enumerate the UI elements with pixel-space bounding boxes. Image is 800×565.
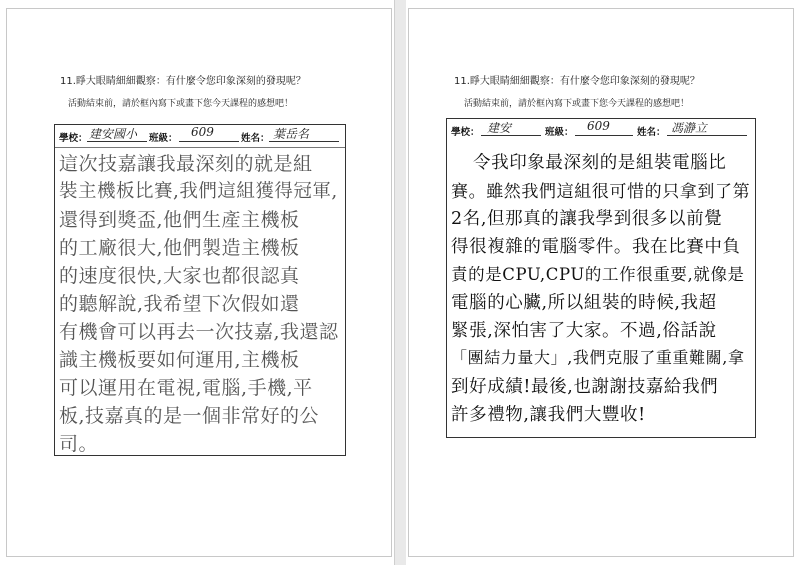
- class-label: 班級：: [545, 127, 574, 138]
- handwriting-line: 「團結力量大」,我們克服了重重難關,拿: [451, 348, 745, 367]
- name-underline: [667, 135, 747, 136]
- handwriting-line: 可以運用在電視,電腦,手機,平: [59, 377, 313, 399]
- school-underline: [87, 141, 147, 142]
- instruction-text: 活動結束前，請於框內寫下或畫下您今天課程的感想吧！: [68, 99, 294, 109]
- student-info-row: [447, 119, 755, 141]
- class-label: 班級：: [149, 133, 178, 144]
- question-text: 11.睜大眼睛細細觀察：有什麼令您印象深刻的發現呢？: [454, 76, 700, 87]
- handwriting-line: 賽。雖然我們這組很可惜的只拿到了第: [451, 182, 751, 202]
- ruled-line: [55, 147, 345, 148]
- name-label: 姓名：: [241, 133, 270, 144]
- handwriting-line: 司。: [59, 433, 99, 455]
- school-value: 建安國小: [89, 127, 138, 141]
- handwriting-line: 緊張,深怕害了大家。不過,俗話說: [451, 321, 717, 341]
- class-underline: [575, 135, 633, 136]
- response-box: [54, 124, 346, 456]
- name-value: 葉岳名: [273, 127, 310, 141]
- question-text: 11.睜大眼睛細細觀察：有什麼令您印象深刻的發現呢？: [60, 76, 306, 87]
- handwriting-line: 的聽解說,我希望下次假如還: [59, 293, 300, 315]
- handwriting-line: 責的是CPU,CPU的工作很重要,就像是: [451, 265, 745, 284]
- class-underline: [179, 141, 239, 142]
- class-value: 609: [191, 125, 214, 139]
- left-worksheet: [0, 0, 394, 565]
- name-value: 馮瀞立: [671, 121, 708, 135]
- right-worksheet: [406, 0, 800, 565]
- handwriting-line: 令我印象最深刻的是組裝電腦比: [473, 153, 727, 173]
- handwriting-line: 板,技嘉真的是一個非常好的公: [59, 405, 320, 427]
- handwriting-line: 還得到獎盃,他們生產主機板: [59, 209, 300, 231]
- handwriting-line: 的速度很快,大家也都很認真: [59, 265, 300, 287]
- school-label: 學校：: [451, 127, 480, 138]
- class-value: 609: [587, 119, 610, 133]
- handwriting-line: 的工廠很大,他們製造主機板: [59, 237, 300, 259]
- handwriting-line: 有機會可以再去一次技嘉,我還認: [59, 321, 339, 343]
- handwriting-line: 裝主機板比賽,我們這組獲得冠軍,: [59, 181, 338, 202]
- school-label: 學校：: [59, 133, 88, 144]
- handwriting-line: 得很複雜的電腦零件。我在比賽中負: [451, 237, 741, 257]
- handwriting-line: 電腦的心臟,所以組裝的時候,我超: [451, 293, 717, 313]
- handwriting-line: 這次技嘉讓我最深刻的就是組: [59, 153, 313, 175]
- handwriting-line: 識主機板要如何運用,主機板: [59, 349, 300, 371]
- response-box: [446, 118, 756, 438]
- handwriting-line: 2名,但那真的讓我學到很多以前覺: [451, 209, 723, 229]
- school-value: 建安: [487, 121, 512, 135]
- school-underline: [481, 135, 541, 136]
- student-info-row: [55, 125, 345, 147]
- name-underline: [269, 141, 339, 142]
- handwriting-line: 到好成績!最後,也謝謝技嘉給我們: [451, 377, 719, 397]
- handwriting-line: 許多禮物,讓我們大豐收!: [451, 405, 646, 425]
- name-label: 姓名：: [637, 127, 666, 138]
- instruction-text: 活動結束前，請於框內寫下或畫下您今天課程的感想吧！: [464, 99, 690, 109]
